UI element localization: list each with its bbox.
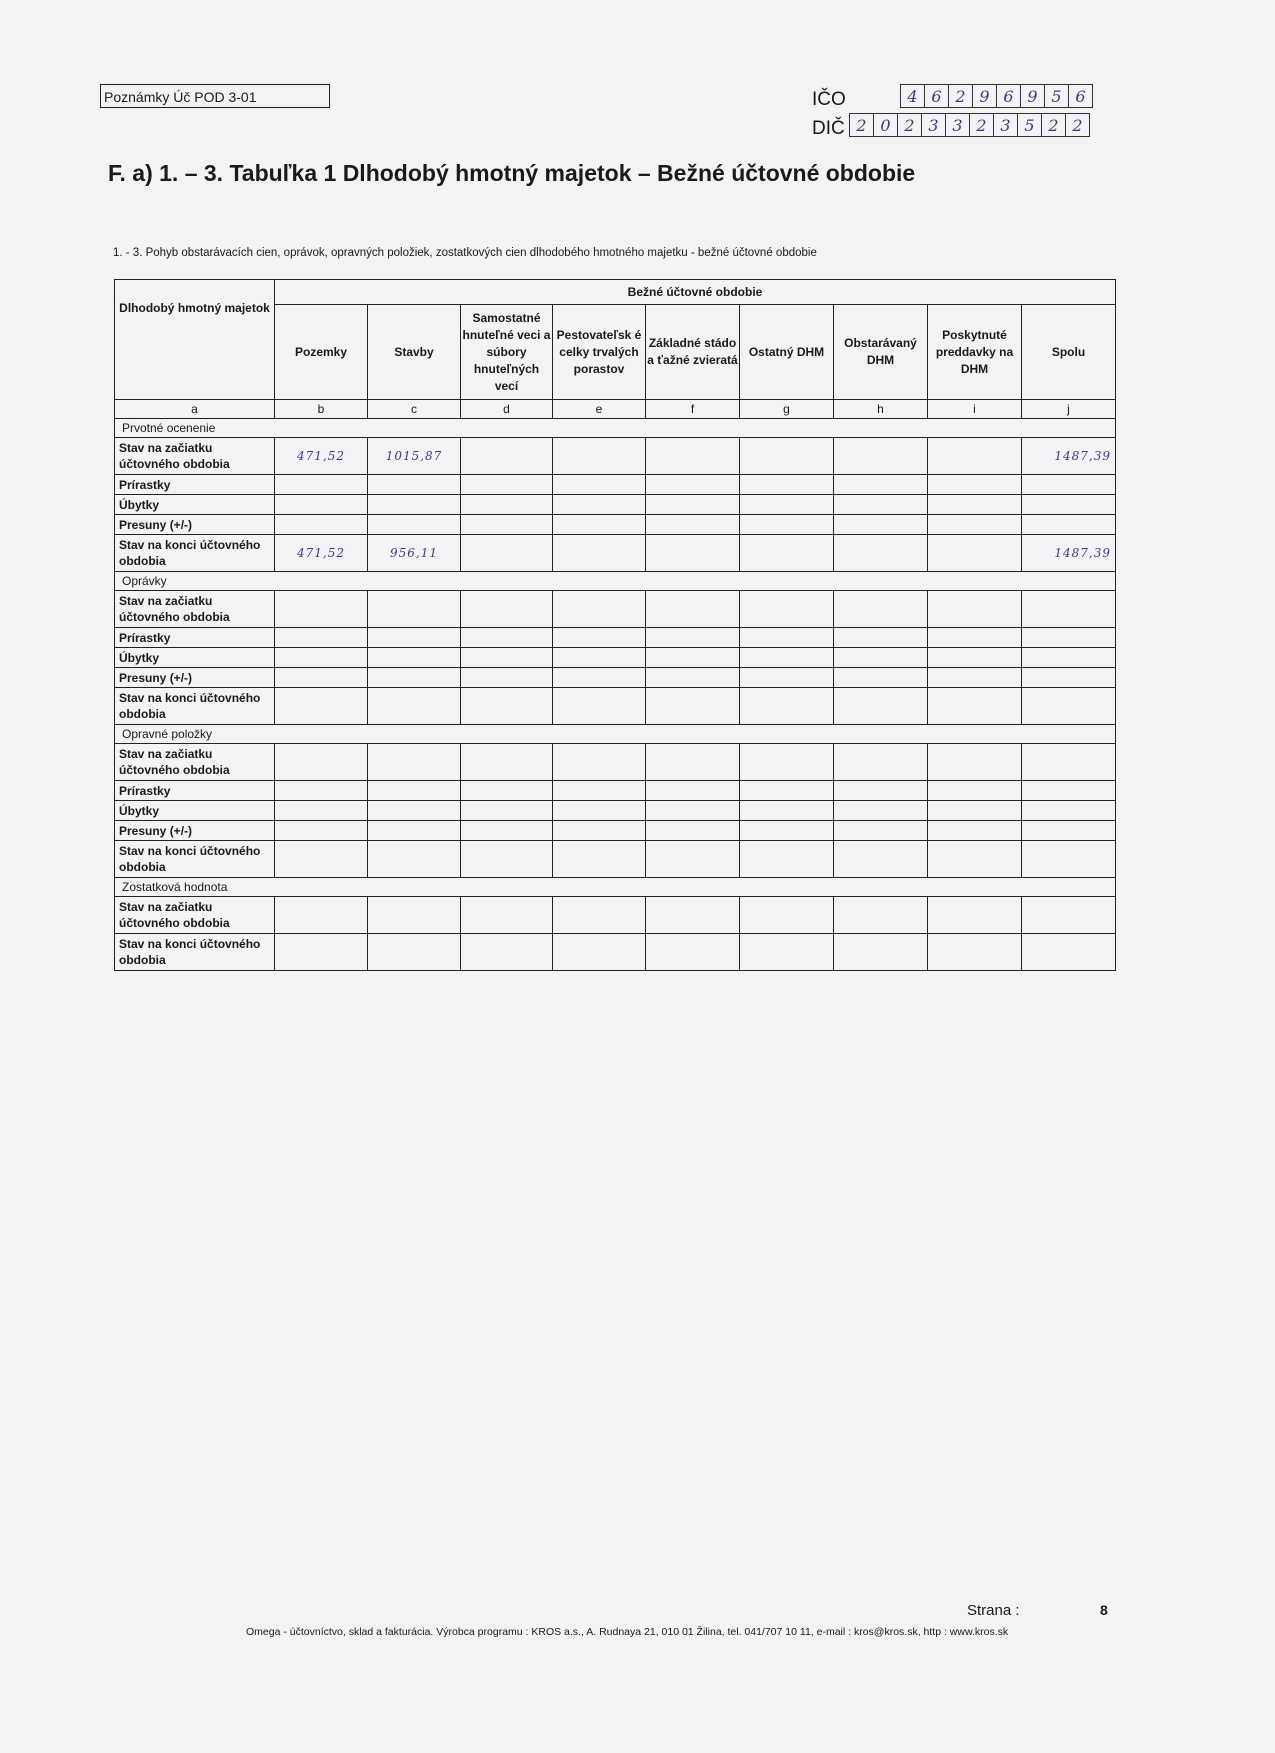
column-header: Základné stádo a ťažné zvieratá <box>646 305 740 400</box>
dic-digit-boxes <box>849 113 1090 137</box>
value-cell[interactable] <box>834 628 928 648</box>
dic-digit: 3 <box>946 114 970 136</box>
value-cell[interactable] <box>368 744 461 781</box>
value-cell[interactable] <box>834 591 928 628</box>
value-cell[interactable] <box>834 897 928 934</box>
value-cell[interactable] <box>1022 841 1116 878</box>
value-cell[interactable] <box>1022 515 1116 535</box>
value-cell[interactable] <box>740 934 834 971</box>
form-code: Poznámky Úč POD 3-01 <box>100 84 330 108</box>
value-cell[interactable] <box>461 668 553 688</box>
value-cell[interactable] <box>646 934 740 971</box>
value-cell[interactable] <box>1022 744 1116 781</box>
value-cell[interactable] <box>740 515 834 535</box>
value-cell[interactable] <box>646 648 740 668</box>
value-cell[interactable] <box>461 515 553 535</box>
value-cell[interactable] <box>275 515 368 535</box>
value-cell[interactable] <box>646 688 740 725</box>
value-cell[interactable] <box>275 628 368 648</box>
value-cell[interactable] <box>646 535 740 572</box>
value-cell[interactable] <box>834 515 928 535</box>
value-cell[interactable] <box>368 821 461 841</box>
row-label: Presuny (+/-) <box>115 515 275 535</box>
value-cell[interactable] <box>646 438 740 475</box>
table-row <box>115 438 1116 475</box>
value-cell[interactable] <box>1022 821 1116 841</box>
ico-label: IČO <box>812 89 846 110</box>
table-row <box>115 495 1116 515</box>
value-cell[interactable] <box>461 688 553 725</box>
dic-digit: 2 <box>970 114 994 136</box>
value-cell[interactable] <box>553 495 646 515</box>
value-cell[interactable] <box>368 934 461 971</box>
value-cell[interactable] <box>928 648 1022 668</box>
value-cell[interactable] <box>553 781 646 801</box>
column-letter: f <box>646 400 740 419</box>
dic-digit: 3 <box>994 114 1018 136</box>
value-cell[interactable] <box>461 897 553 934</box>
row-label: Stav na začiatku účtovného obdobia <box>115 591 275 628</box>
value-cell[interactable] <box>740 668 834 688</box>
value-cell[interactable] <box>928 841 1022 878</box>
table-row <box>115 744 1116 781</box>
table-row <box>115 628 1116 648</box>
value-cell[interactable] <box>1022 688 1116 725</box>
value-cell[interactable] <box>928 934 1022 971</box>
page-label: Strana : <box>967 1602 1020 1619</box>
column-header: Poskytnuté preddavky na DHM <box>928 305 1022 400</box>
value-cell[interactable] <box>1022 628 1116 648</box>
table-row <box>115 688 1116 725</box>
value-cell[interactable] <box>275 781 368 801</box>
value-cell[interactable] <box>553 535 646 572</box>
page-title: F. a) 1. – 3. Tabuľka 1 Dlhodobý hmotný majetok – Bežné účtovné obdobie <box>108 160 916 186</box>
value-cell[interactable] <box>368 668 461 688</box>
page-number: 8 <box>1100 1602 1108 1618</box>
value-cell[interactable] <box>740 438 834 475</box>
ico-digit: 6 <box>1075 87 1086 106</box>
value-cell[interactable] <box>646 628 740 648</box>
table-row <box>115 897 1116 934</box>
value-cell[interactable] <box>646 515 740 535</box>
value-cell[interactable] <box>275 801 368 821</box>
value-cell[interactable] <box>553 668 646 688</box>
value-cell[interactable] <box>928 668 1022 688</box>
value-cell[interactable] <box>553 934 646 971</box>
row-label: Úbytky <box>115 648 275 668</box>
table-row <box>115 781 1116 801</box>
dic-digit: 0 <box>874 114 898 136</box>
value-cell[interactable] <box>461 821 553 841</box>
value-cell[interactable]: 1487,39 <box>1022 438 1116 475</box>
value-cell[interactable] <box>368 515 461 535</box>
value-cell[interactable] <box>461 648 553 668</box>
value-cell[interactable] <box>553 438 646 475</box>
value-cell[interactable] <box>928 515 1022 535</box>
value-cell[interactable] <box>1022 495 1116 515</box>
value-cell[interactable] <box>740 535 834 572</box>
value-cell[interactable] <box>1022 668 1116 688</box>
period-header: Bežné účtovné obdobie <box>275 280 1116 305</box>
column-header: Spolu <box>1022 305 1116 400</box>
value-cell[interactable] <box>368 688 461 725</box>
value-cell[interactable] <box>1022 475 1116 495</box>
row-label: Stav na začiatku účtovného obdobia <box>115 744 275 781</box>
value-cell[interactable] <box>275 591 368 628</box>
value-cell[interactable] <box>275 744 368 781</box>
value-cell[interactable] <box>928 591 1022 628</box>
table-row <box>115 668 1116 688</box>
row-label: Prírastky <box>115 475 275 495</box>
row-label: Stav na začiatku účtovného obdobia <box>115 438 275 475</box>
row-label: Stav na konci účtovného obdobia <box>115 688 275 725</box>
value-cell[interactable] <box>368 841 461 878</box>
value-cell[interactable] <box>834 535 928 572</box>
value-cell[interactable] <box>275 934 368 971</box>
row-label: Presuny (+/-) <box>115 821 275 841</box>
value-cell[interactable] <box>461 495 553 515</box>
dic-digit: 3 <box>922 114 946 136</box>
column-header: Stavby <box>368 305 461 400</box>
value-cell[interactable] <box>646 801 740 821</box>
row-label: Stav na konci účtovného obdobia <box>115 934 275 971</box>
row-label: Prírastky <box>115 781 275 801</box>
table-subtitle: 1. - 3. Pohyb obstarávacích cien, oprávok, opravných položiek, zostatkových cien dlhodobého hmotného majetku - bežné účtovné obdobie <box>113 247 817 259</box>
row-label: Presuny (+/-) <box>115 668 275 688</box>
value-cell[interactable]: 956,11 <box>368 535 461 572</box>
column-letter: j <box>1022 400 1116 419</box>
value-cell[interactable] <box>461 438 553 475</box>
value-cell[interactable] <box>553 515 646 535</box>
value-cell[interactable] <box>368 897 461 934</box>
ico-digit: 5 <box>1045 85 1069 107</box>
value-cell[interactable] <box>928 438 1022 475</box>
value-cell[interactable] <box>834 841 928 878</box>
value-cell[interactable] <box>1022 934 1116 971</box>
value-cell[interactable] <box>646 495 740 515</box>
value-cell[interactable] <box>368 495 461 515</box>
column-letter: d <box>461 400 553 419</box>
dic-digit: 2 <box>898 114 922 136</box>
value-cell[interactable] <box>461 841 553 878</box>
table-row <box>115 841 1116 878</box>
row-label: Stav na konci účtovného obdobia <box>115 535 275 572</box>
value-cell[interactable] <box>740 801 834 821</box>
value-cell[interactable] <box>368 648 461 668</box>
value-cell[interactable] <box>275 821 368 841</box>
column-letter: g <box>740 400 834 419</box>
dic-digit: 2 <box>850 114 874 136</box>
column-header: Ostatný DHM <box>740 305 834 400</box>
ico-digit: 6 <box>925 85 949 107</box>
value-cell[interactable] <box>834 475 928 495</box>
value-cell[interactable] <box>740 628 834 648</box>
value-cell[interactable] <box>553 628 646 648</box>
value-cell[interactable] <box>834 495 928 515</box>
value-cell[interactable] <box>461 801 553 821</box>
value-cell[interactable] <box>461 781 553 801</box>
row-label: Prírastky <box>115 628 275 648</box>
row-label: Úbytky <box>115 495 275 515</box>
value-cell[interactable] <box>928 495 1022 515</box>
value-cell[interactable] <box>553 744 646 781</box>
value-cell[interactable] <box>646 781 740 801</box>
column-letter-row <box>115 400 1116 419</box>
value-cell[interactable] <box>928 781 1022 801</box>
table-row <box>115 801 1116 821</box>
value-cell[interactable] <box>1022 897 1116 934</box>
value-cell[interactable] <box>1022 648 1116 668</box>
value-cell[interactable] <box>368 591 461 628</box>
value-cell[interactable] <box>553 801 646 821</box>
table-row <box>115 475 1116 495</box>
column-letter: h <box>834 400 928 419</box>
section-title: Prvotné ocenenie <box>115 419 1116 438</box>
dic-digit: 2 <box>1042 114 1066 136</box>
section-row <box>115 419 1116 438</box>
value-cell[interactable] <box>928 821 1022 841</box>
value-cell[interactable] <box>553 821 646 841</box>
column-letter: e <box>553 400 646 419</box>
value-cell[interactable] <box>461 934 553 971</box>
value-cell[interactable] <box>740 744 834 781</box>
value-cell[interactable] <box>275 688 368 725</box>
value-cell[interactable] <box>834 648 928 668</box>
value-cell[interactable] <box>834 781 928 801</box>
column-letter: c <box>368 400 461 419</box>
ico-digit: 4 <box>901 85 925 107</box>
value-cell[interactable] <box>928 801 1022 821</box>
column-letter: b <box>275 400 368 419</box>
value-cell[interactable] <box>275 668 368 688</box>
table-row <box>115 821 1116 841</box>
value-cell[interactable] <box>834 801 928 821</box>
value-cell[interactable] <box>740 897 834 934</box>
value-cell[interactable] <box>646 744 740 781</box>
value-cell[interactable] <box>368 781 461 801</box>
section-title: Opravné položky <box>115 725 1116 744</box>
value-cell[interactable] <box>834 688 928 725</box>
table-row <box>115 648 1116 668</box>
section-row <box>115 878 1116 897</box>
column-header: Samostatné hnuteľné veci a súbory hnuteľných vecí <box>461 305 553 400</box>
value-cell[interactable] <box>553 688 646 725</box>
ico-digit: 6 <box>997 85 1021 107</box>
dic-digit: 2 <box>1072 116 1083 135</box>
value-cell[interactable] <box>834 668 928 688</box>
value-cell[interactable] <box>553 648 646 668</box>
value-cell[interactable] <box>834 438 928 475</box>
section-title: Zostatková hodnota <box>115 878 1116 897</box>
ico-digit: 2 <box>949 85 973 107</box>
value-cell[interactable] <box>928 535 1022 572</box>
value-cell[interactable] <box>553 841 646 878</box>
value-cell[interactable] <box>646 475 740 495</box>
section-title: Oprávky <box>115 572 1116 591</box>
column-header: Pestovateľsk é celky trvalých porastov <box>553 305 646 400</box>
value-cell[interactable] <box>275 475 368 495</box>
value-cell[interactable]: 1015,87 <box>368 438 461 475</box>
value-cell[interactable] <box>553 591 646 628</box>
value-cell[interactable] <box>834 934 928 971</box>
value-cell[interactable]: 471,52 <box>275 535 368 572</box>
value-cell[interactable] <box>646 591 740 628</box>
table-row <box>115 591 1116 628</box>
value-cell[interactable] <box>1022 591 1116 628</box>
value-cell[interactable] <box>646 841 740 878</box>
value-cell[interactable]: 471,52 <box>275 438 368 475</box>
value-cell[interactable] <box>275 495 368 515</box>
asset-movement-table <box>114 279 1116 971</box>
value-cell[interactable] <box>834 744 928 781</box>
table-row <box>115 934 1116 971</box>
value-cell[interactable] <box>553 475 646 495</box>
value-cell[interactable] <box>740 495 834 515</box>
value-cell[interactable] <box>368 801 461 821</box>
row-label: Stav na začiatku účtovného obdobia <box>115 897 275 934</box>
value-cell[interactable] <box>461 535 553 572</box>
footer-imprint: Omega - účtovníctvo, sklad a fakturácia. Výrobca programu : KROS a.s., A. Rudnaya 21, 010 01 Žilina, tel. 041/707 10 11, e-mail : kros@kros.sk, http : www.kros.sk <box>246 1626 1009 1638</box>
value-cell[interactable] <box>368 628 461 648</box>
value-cell[interactable] <box>928 688 1022 725</box>
value-cell[interactable] <box>740 781 834 801</box>
value-cell[interactable] <box>740 591 834 628</box>
value-cell[interactable] <box>461 475 553 495</box>
ico-digit: 9 <box>973 85 997 107</box>
value-cell[interactable] <box>834 821 928 841</box>
column-header: Pozemky <box>275 305 368 400</box>
column-header: Obstarávaný DHM <box>834 305 928 400</box>
value-cell[interactable] <box>740 821 834 841</box>
value-cell[interactable] <box>928 475 1022 495</box>
value-cell[interactable] <box>928 744 1022 781</box>
dic-digit: 5 <box>1018 114 1042 136</box>
value-cell[interactable] <box>275 648 368 668</box>
dic-label: DIČ <box>812 118 845 139</box>
column-letter: a <box>115 400 275 419</box>
header-row-period <box>115 280 1116 305</box>
value-cell[interactable] <box>461 628 553 648</box>
value-cell[interactable] <box>553 897 646 934</box>
section-row <box>115 725 1116 744</box>
value-cell[interactable] <box>740 688 834 725</box>
value-cell[interactable] <box>1022 801 1116 821</box>
row-header-label: Dlhodobý hmotný majetok <box>115 280 275 400</box>
value-cell[interactable] <box>740 648 834 668</box>
ico-digit-boxes <box>900 84 1093 108</box>
value-cell[interactable]: 1487,39 <box>1022 535 1116 572</box>
value-cell[interactable] <box>1022 781 1116 801</box>
value-cell[interactable] <box>368 475 461 495</box>
value-cell[interactable] <box>740 841 834 878</box>
value-cell[interactable] <box>461 591 553 628</box>
value-cell[interactable] <box>646 897 740 934</box>
value-cell[interactable] <box>275 841 368 878</box>
value-cell[interactable] <box>928 897 1022 934</box>
value-cell[interactable] <box>275 897 368 934</box>
table-row <box>115 535 1116 572</box>
value-cell[interactable] <box>646 668 740 688</box>
row-label: Úbytky <box>115 801 275 821</box>
section-row <box>115 572 1116 591</box>
value-cell[interactable] <box>461 744 553 781</box>
table-row <box>115 515 1116 535</box>
ico-digit: 9 <box>1021 85 1045 107</box>
column-letter: i <box>928 400 1022 419</box>
value-cell[interactable] <box>646 821 740 841</box>
row-label: Stav na konci účtovného obdobia <box>115 841 275 878</box>
value-cell[interactable] <box>740 475 834 495</box>
value-cell[interactable] <box>928 628 1022 648</box>
